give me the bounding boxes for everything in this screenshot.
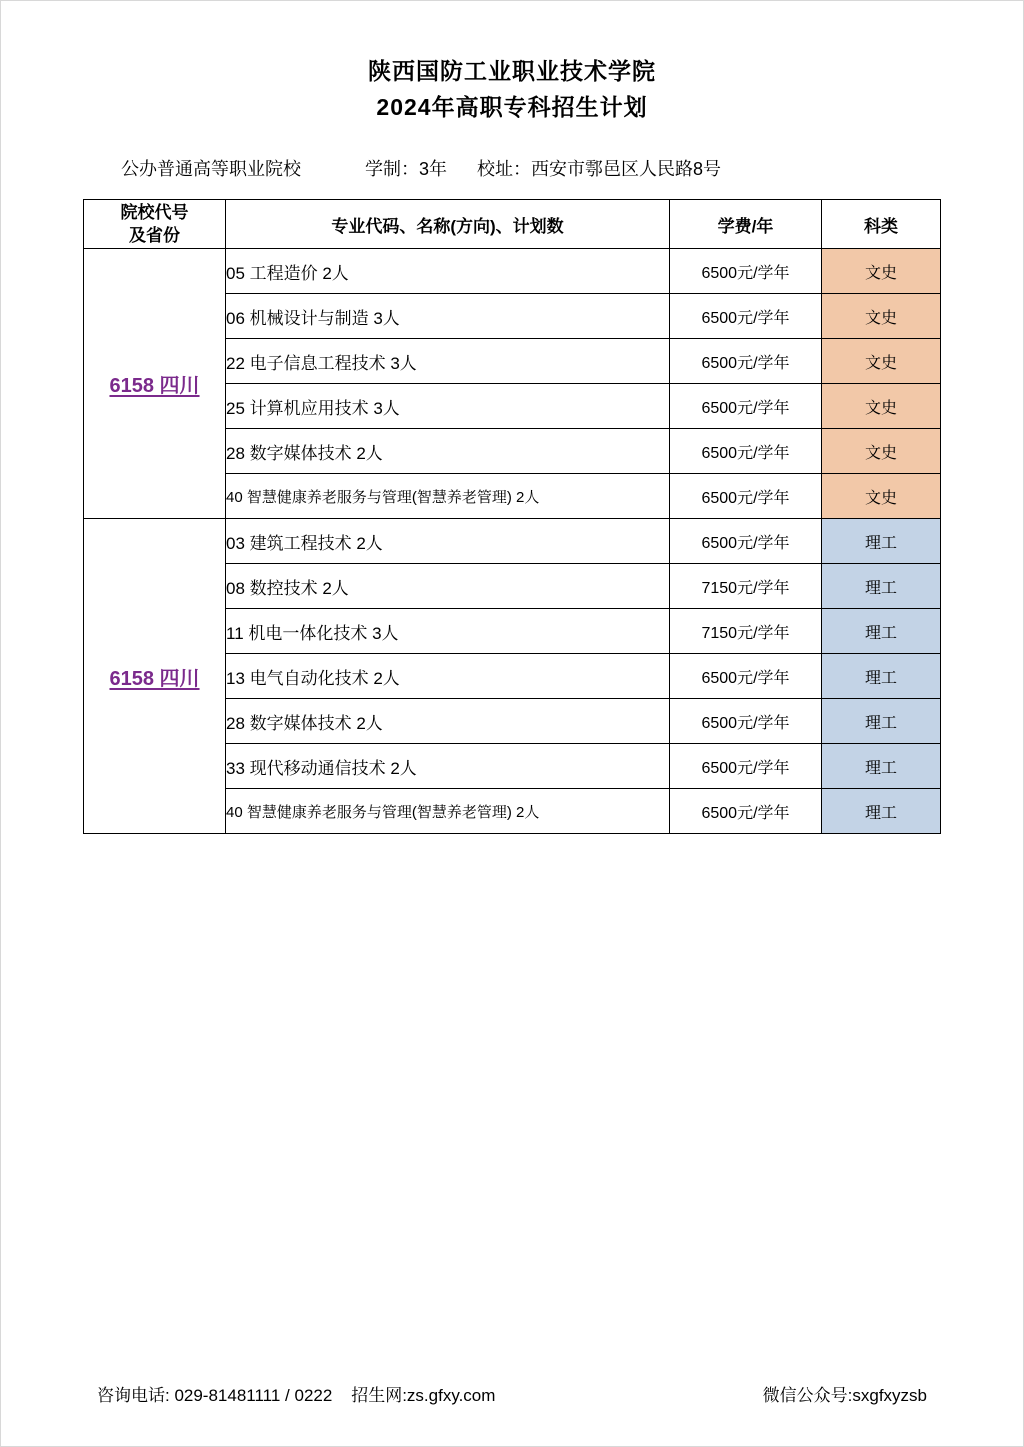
- table-header: [84, 200, 941, 249]
- school-nature: 公办普通高等职业院校: [121, 159, 301, 179]
- column-header-major: 专业代码、名称(方向)、计划数: [226, 200, 670, 249]
- school-system: 学制：3年: [365, 159, 448, 179]
- type-cell: 理工: [822, 744, 941, 789]
- school-info-row: [1, 155, 1023, 181]
- page-title-line2: 2024年高职专科招生计划: [376, 94, 648, 120]
- type-cell: 文史: [822, 474, 941, 519]
- column-header-type: 科类: [822, 200, 941, 249]
- school-address: 校址：西安市鄠邑区人民路8号: [477, 159, 722, 179]
- page-title-line1: 陕西国防工业职业技术学院: [368, 58, 656, 84]
- major-cell: 06 机械设计与制造 3人: [226, 294, 670, 339]
- fee-cell: 7150元/学年: [670, 609, 822, 654]
- fee-cell: 6500元/学年: [670, 474, 822, 519]
- fee-cell: 6500元/学年: [670, 699, 822, 744]
- major-cell: 03 建筑工程技术 2人: [226, 519, 670, 564]
- type-cell: 文史: [822, 294, 941, 339]
- fee-cell: 6500元/学年: [670, 744, 822, 789]
- major-cell: 08 数控技术 2人: [226, 564, 670, 609]
- major-cell: 33 现代移动通信技术 2人: [226, 744, 670, 789]
- document-footer: [1, 1381, 1023, 1406]
- column-header-code: [84, 200, 226, 249]
- school-code-cell-ligong: [84, 519, 226, 834]
- admission-plan-table: [83, 199, 941, 834]
- type-cell: 文史: [822, 339, 941, 384]
- table-body: [84, 249, 941, 834]
- major-cell: 13 电气自动化技术 2人: [226, 654, 670, 699]
- school-code-cell-wenshi: [84, 249, 226, 519]
- table-row: [84, 249, 941, 294]
- footer-contact: 咨询电话: 029-81481111 / 0222 招生网:zs.gfxy.com: [97, 1386, 496, 1405]
- fee-cell: 6500元/学年: [670, 294, 822, 339]
- major-cell: 11 机电一体化技术 3人: [226, 609, 670, 654]
- type-cell: 文史: [822, 249, 941, 294]
- type-cell: 理工: [822, 519, 941, 564]
- major-cell: 40 智慧健康养老服务与管理(智慧养老管理) 2人: [226, 789, 670, 834]
- fee-cell: 6500元/学年: [670, 249, 822, 294]
- major-cell: 25 计算机应用技术 3人: [226, 384, 670, 429]
- fee-cell: 6500元/学年: [670, 789, 822, 834]
- type-cell: 理工: [822, 564, 941, 609]
- fee-cell: 6500元/学年: [670, 429, 822, 474]
- type-cell: 理工: [822, 789, 941, 834]
- fee-cell: 6500元/学年: [670, 339, 822, 384]
- footer-wechat: 微信公众号:sxgfxyzsb: [762, 1386, 927, 1405]
- major-cell: 22 电子信息工程技术 3人: [226, 339, 670, 384]
- fee-cell: 6500元/学年: [670, 384, 822, 429]
- major-cell: 28 数字媒体技术 2人: [226, 429, 670, 474]
- column-header-code-line1: 院校代号: [120, 203, 189, 222]
- type-cell: 理工: [822, 654, 941, 699]
- document-title-block: [1, 1, 1023, 125]
- fee-cell: 7150元/学年: [670, 564, 822, 609]
- school-code-label: 6158 四川: [109, 375, 200, 397]
- type-cell: 文史: [822, 384, 941, 429]
- major-cell: 05 工程造价 2人: [226, 249, 670, 294]
- major-cell: 40 智慧健康养老服务与管理(智慧养老管理) 2人: [226, 474, 670, 519]
- type-cell: 理工: [822, 609, 941, 654]
- type-cell: 文史: [822, 429, 941, 474]
- table-header-row: [84, 200, 941, 249]
- fee-cell: 6500元/学年: [670, 654, 822, 699]
- type-cell: 理工: [822, 699, 941, 744]
- major-cell: 28 数字媒体技术 2人: [226, 699, 670, 744]
- table-row: [84, 519, 941, 564]
- column-header-code-line2: 及省份: [129, 226, 180, 245]
- column-header-fee: 学费/年: [670, 200, 822, 249]
- school-code-label: 6158 四川: [109, 667, 200, 690]
- fee-cell: 6500元/学年: [670, 519, 822, 564]
